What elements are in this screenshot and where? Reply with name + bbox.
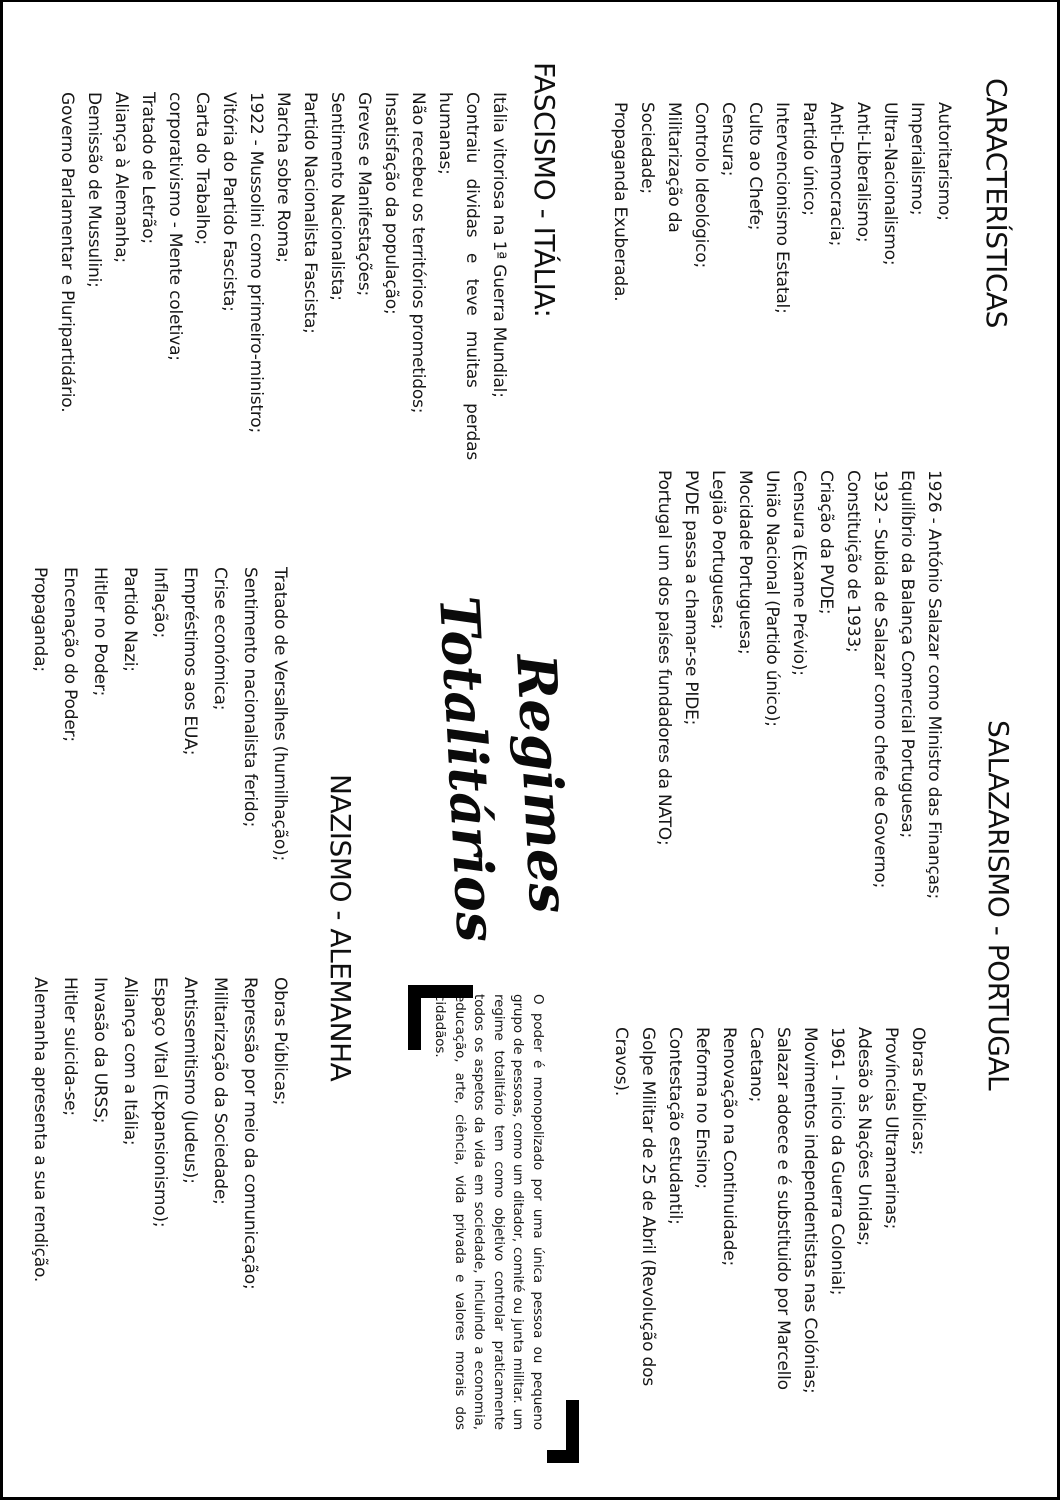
list-item: Inflação;: [150, 567, 170, 639]
salazarismo-late-list: [607, 1027, 931, 1429]
list-item: 1932 - Subida de Salazar como chefe de Governo;: [870, 470, 890, 889]
list-item: Aliança à Alemanha;: [111, 92, 131, 263]
list-item: Antissemitismo (Judeus);: [180, 977, 200, 1184]
list-item: 1922 - Mussolini como primeiro-ministro;: [246, 92, 266, 433]
list-item: Itália vitoriosa na 1ª Guerra Mundial;: [489, 92, 509, 398]
list-item: Não recebeu os territórios prometidos;: [408, 92, 428, 414]
list-item: Renovação na Continuidade;: [719, 1027, 739, 1267]
list-item: Militarização da Sociedade;: [210, 977, 230, 1205]
list-item: Carta do Trabalho;: [192, 92, 212, 245]
nazismo-regime-list: [25, 977, 295, 1349]
list-item: Governo Parlamentar e Pluripartidário.: [57, 92, 77, 413]
page-title-line2: Totalitários: [427, 594, 510, 944]
list-item: Províncias Ultramarinas;: [881, 1027, 901, 1230]
page-title-line1: Regimes: [504, 652, 582, 915]
list-item: Tratado de Versalhes (humilhação);: [270, 567, 290, 861]
list-item: União Nacional (Partido único);: [762, 470, 782, 727]
list-item: Anti-Liberalismo;: [853, 102, 873, 243]
page-title: [422, 590, 588, 944]
list-item: Golpe Militar de 25 de Abril (Revolução dos Cravos).: [611, 1027, 658, 1386]
list-item: Imperialismo;: [907, 102, 927, 216]
list-item: Demissão de Mussulini;: [84, 92, 104, 288]
list-item: Hitler suicida-se;: [60, 977, 80, 1116]
nazismo-heading: NAZISMO - ALEMANHA: [324, 774, 357, 1082]
list-item: Espaço Vital (Expansionismo);: [150, 977, 170, 1228]
list-item: Criação da PVDE;: [816, 470, 836, 615]
fascismo-heading: FASCISMO - ITÁLIA:: [528, 62, 561, 318]
list-item: Partido único;: [799, 102, 819, 216]
list-item: Mocidade Portuguesa;: [735, 470, 755, 655]
caracteristicas-heading: CARACTERÍSTICAS: [980, 78, 1013, 328]
list-item: Partido Nazi;: [120, 567, 140, 672]
list-item: Militarização da Sociedade;: [637, 102, 684, 233]
caracteristicas-list: [606, 102, 957, 362]
list-item: Propaganda Exuberada.: [610, 102, 630, 302]
list-item: Contraiu dividas e teve muitas perdas humanas;: [435, 92, 482, 460]
list-item: Contestação estudantil;: [665, 1027, 685, 1225]
list-item: Reforma no Ensino;: [692, 1027, 712, 1189]
list-item: Controlo Ideológico;: [691, 102, 711, 269]
list-item: Crise económica;: [210, 567, 230, 711]
list-item: Censura (Exame Prévio);: [789, 470, 809, 676]
list-item: Sentimento Nacionalista;: [327, 92, 347, 301]
list-item: Movimentos independentistas nas Colónias;: [800, 1027, 820, 1394]
list-item: Insatisfação da população;: [381, 92, 401, 315]
list-item: Encenação do Poder;: [60, 567, 80, 742]
list-item: Autoritarismo;: [934, 102, 954, 221]
salazarismo-rise-list: [650, 470, 947, 990]
list-item: Invasão da URSS;: [90, 977, 110, 1124]
list-item: Portugal um dos países fundadores da NATO;: [654, 470, 674, 846]
list-item: Equilíbrio da Balança Comercial Portuguesa;: [897, 470, 917, 838]
definition-bracket-top-right: [547, 1400, 579, 1463]
list-item: Aliança com a Itália;: [120, 977, 140, 1146]
list-item: Repressão por meio da comunicação;: [240, 977, 260, 1290]
list-item: Intervencionismo Estatal;: [772, 102, 792, 314]
list-item: 1926 - António Salazar como Ministro das Finanças;: [924, 470, 944, 900]
list-item: Legião Portuguesa;: [708, 470, 728, 630]
definition-bracket-bottom-left: [408, 985, 473, 1050]
list-item: Obras Públicas;: [908, 1027, 928, 1156]
list-item: PVDE passa a chamar-se PIDE;: [681, 470, 701, 726]
list-item: Sentimento nacionalista ferido;: [240, 567, 260, 828]
totalitarian-definition-text: O poder é monopolizado por uma única pessoa ou pequeno grupo de pessoas, como um ditador, comité ou junta militar. um regime totalitário tem como objetivo controlar praticamente todos os aspetos da vida em sociedade, incluindo a economia, educação, arte, ciência, vida privada e valores morais dos cidadãos.: [432, 994, 546, 1430]
list-item: Censura;: [718, 102, 738, 177]
nazismo-causes-list: [25, 567, 295, 902]
list-item: Propaganda;: [30, 567, 50, 672]
list-item: Marcha sobre Roma;: [273, 92, 293, 263]
fascismo-list: [53, 92, 512, 474]
list-item: Salazar adoece e é substituido por Marcello Caetano;: [746, 1027, 793, 1390]
list-item: Adesão às Nações Unidas;: [854, 1027, 874, 1246]
list-item: Partido Nacionalista Fascista;: [300, 92, 320, 334]
list-item: Ultra-Nacionalismo;: [880, 102, 900, 266]
list-item: Vitória do Partido Fascista;: [219, 92, 239, 312]
salazarismo-heading: SALAZARISMO - PORTUGAL: [982, 720, 1015, 1091]
list-item: Alemanha apresenta a sua rendição.: [30, 977, 50, 1283]
list-item: Tratado de Letrão;: [138, 92, 158, 244]
list-item: Obras Públicas;: [270, 977, 290, 1106]
list-item: Greves e Manifestações;: [354, 92, 374, 297]
list-item: corporativismo - Mente coletiva;: [165, 92, 185, 361]
list-item: Empréstimos aos EUA;: [180, 567, 200, 756]
list-item: Anti-Democracia;: [826, 102, 846, 247]
list-item: Hitler no Poder;: [90, 567, 110, 697]
rotated-note-canvas: [0, 2, 1057, 1500]
list-item: Constituição de 1933;: [843, 470, 863, 653]
list-item: 1961 - Inicio da Guerra Colonial;: [827, 1027, 847, 1296]
list-item: Culto ao Chefe;: [745, 102, 765, 231]
